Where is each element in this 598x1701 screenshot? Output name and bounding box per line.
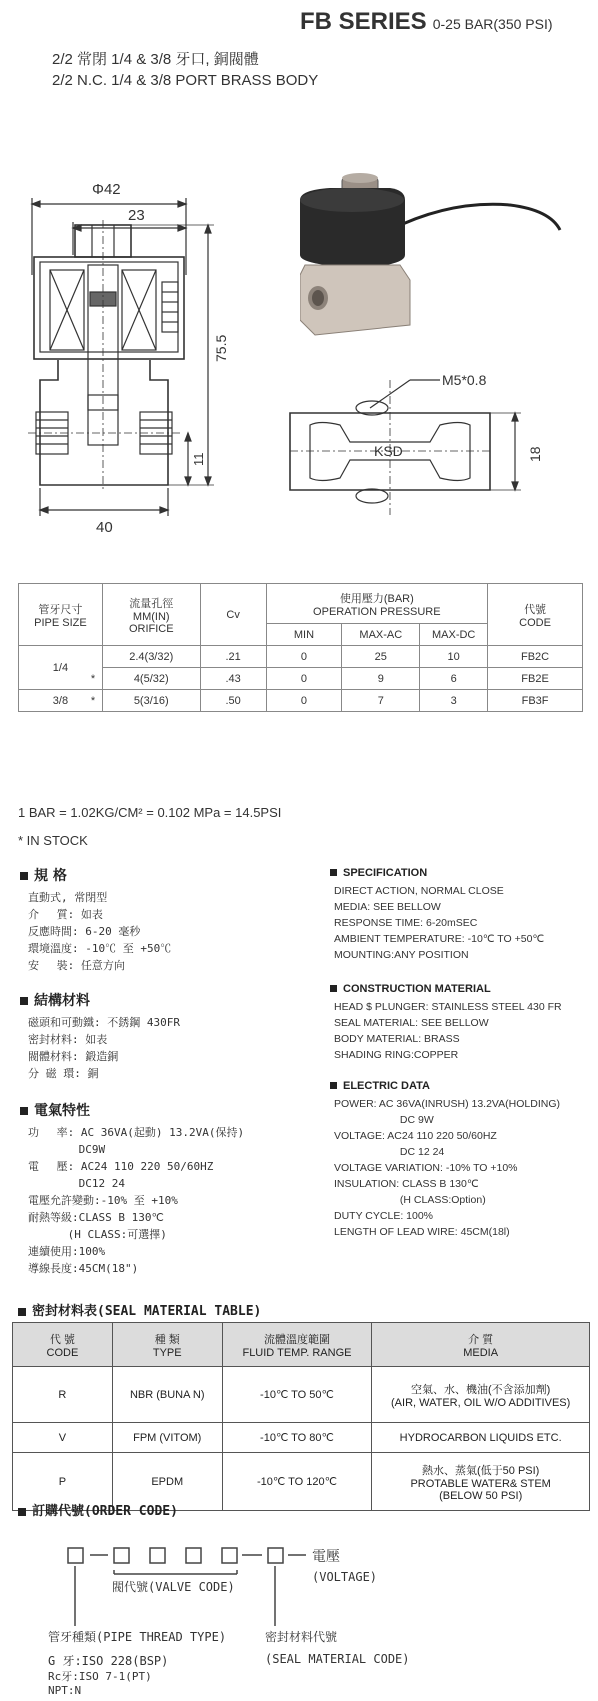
electric-cn-title: 電氣特性 bbox=[20, 1100, 320, 1120]
dim-11: 11 bbox=[191, 452, 206, 466]
seal-temp: -10℃ TO 120℃ bbox=[222, 1453, 372, 1511]
spec-en-line: AMBIENT TEMPERATURE: -10℃ TO +50℃ bbox=[334, 933, 545, 945]
subtitle-cn: 2/2 常閉 1/4 & 3/8 牙口, 銅閥體 bbox=[52, 51, 259, 68]
seal-hdr-type: 種 類 TYPE bbox=[112, 1323, 222, 1367]
cell-pipe: 3/8 bbox=[19, 690, 103, 712]
cell-pipe: 1/4 bbox=[19, 646, 103, 690]
hdr-min: MIN bbox=[266, 624, 342, 646]
subtitle-en: 2/2 N.C. 1/4 & 3/8 PORT BRASS BODY bbox=[52, 72, 319, 89]
cell-min: 0 bbox=[266, 690, 342, 712]
table-row bbox=[19, 668, 583, 690]
electric-cn-line: 電 壓: AC24 110 220 50/60HZ bbox=[28, 1160, 214, 1173]
seal-type: FPM (VITOM) bbox=[112, 1423, 222, 1453]
electric-cn-line: DC9W bbox=[28, 1143, 106, 1156]
spec-cn-line: 環境溫度: -10℃ 至 +50℃ bbox=[28, 942, 172, 955]
order-valve-code: 閥代號(VALVE CODE) bbox=[112, 1580, 235, 1594]
order-g-thread: G 牙:ISO 228(BSP) bbox=[48, 1654, 169, 1668]
seal-hdr-code: 代 號 CODE bbox=[13, 1323, 113, 1367]
dim-23: 23 bbox=[128, 207, 145, 224]
cell-code: FB3F bbox=[488, 690, 583, 712]
material-en-title: CONSTRUCTION MATERIAL bbox=[330, 983, 595, 995]
dim-18: 18 bbox=[527, 446, 543, 462]
electric-en-line: LENGTH OF LEAD WIRE: 45CM(18l) bbox=[334, 1226, 510, 1238]
spec-cn-title: 規 格 bbox=[20, 865, 320, 885]
square-bullet-icon bbox=[20, 1107, 28, 1115]
order-seal-code-cn: 密封材料代號 bbox=[265, 1630, 338, 1644]
square-bullet-icon bbox=[20, 872, 28, 880]
series-pressure: 0-25 BAR(350 PSI) bbox=[432, 16, 553, 32]
seal-media: HYDROCARBON LIQUIDS ETC. bbox=[372, 1423, 590, 1453]
spec-cn-section bbox=[20, 865, 320, 974]
electric-en-line: VOLTAGE VARIATION: -10% TO +10% bbox=[334, 1162, 518, 1174]
dim-phi42: Φ42 bbox=[92, 181, 121, 198]
material-en-line: SHADING RING:COPPER bbox=[334, 1049, 459, 1061]
series-title bbox=[300, 8, 553, 36]
series-name: FB SERIES bbox=[300, 8, 427, 35]
table-row bbox=[19, 646, 583, 668]
seal-code: V bbox=[13, 1423, 113, 1453]
seal-temp: -10℃ TO 50℃ bbox=[222, 1367, 372, 1423]
seal-hdr-media: 介 質 MEDIA bbox=[372, 1323, 590, 1367]
order-seal-code-en: (SEAL MATERIAL CODE) bbox=[265, 1652, 410, 1666]
dim-75-5: 75.5 bbox=[213, 334, 229, 362]
hdr-pressure: 使用壓力(BAR) OPERATION PRESSURE bbox=[266, 584, 488, 624]
stock-star: * bbox=[90, 672, 96, 685]
electric-cn-section bbox=[20, 1100, 320, 1277]
electric-cn-line: 導線長度:45CM(18") bbox=[28, 1262, 139, 1275]
order-pipe-type: 管牙種類(PIPE THREAD TYPE) bbox=[48, 1630, 227, 1644]
electric-en-line: INSULATION: CLASS B 130℃ bbox=[334, 1178, 479, 1190]
spec-en-section bbox=[330, 867, 590, 963]
electric-cn-line: 耐熱等級:CLASS B 130℃ bbox=[28, 1211, 164, 1224]
unit-conversion: 1 BAR = 1.02KG/CM² = 0.102 MPa = 14.5PSI bbox=[18, 805, 282, 820]
material-cn-line: 分 磁 環: 銅 bbox=[28, 1067, 99, 1080]
cell-cv: .43 bbox=[200, 668, 266, 690]
material-cn-section bbox=[20, 990, 320, 1082]
table-row bbox=[19, 690, 583, 712]
material-cn-line: 磁頭和可動鐵: 不銹鋼 430FR bbox=[28, 1016, 180, 1029]
spec-cn-line: 安 裝: 任意方向 bbox=[28, 959, 125, 972]
seal-code: R bbox=[13, 1367, 113, 1423]
seal-table bbox=[12, 1322, 590, 1511]
cell-code: FB2E bbox=[488, 668, 583, 690]
electric-cn-line: (H CLASS:可選擇) bbox=[28, 1228, 167, 1241]
order-rc-thread: Rc牙:ISO 7-1(PT) bbox=[48, 1670, 152, 1683]
cell-code: FB2C bbox=[488, 646, 583, 668]
cell-ac: 25 bbox=[342, 646, 420, 668]
order-voltage-cn: 電壓 bbox=[312, 1549, 340, 1565]
seal-media: 熱水、蒸氣(低于50 PSI) PROTABLE WATER& STEM (BELOW 50 PSI) bbox=[372, 1453, 590, 1511]
material-en-line: SEAL MATERIAL: SEE BELLOW bbox=[334, 1017, 489, 1029]
hdr-max-ac: MAX-AC bbox=[342, 624, 420, 646]
table-row bbox=[13, 1423, 590, 1453]
dim-m5: M5*0.8 bbox=[442, 372, 487, 388]
table-row bbox=[13, 1367, 590, 1423]
electric-en-line: (H CLASS:Option) bbox=[334, 1194, 486, 1206]
seal-type: NBR (BUNA N) bbox=[112, 1367, 222, 1423]
bottom-brand: KSD bbox=[374, 443, 403, 459]
material-en-line: BODY MATERIAL: BRASS bbox=[334, 1033, 460, 1045]
electric-cn-line: 功 率: AC 36VA(起動) 13.2VA(保持) bbox=[28, 1126, 245, 1139]
electric-en-line: DC 12 24 bbox=[334, 1146, 445, 1158]
spec-cn-line: 介 質: 如表 bbox=[28, 908, 103, 921]
square-bullet-icon bbox=[18, 1308, 26, 1316]
spec-cn-line: 直動式, 常閉型 bbox=[28, 891, 108, 904]
stock-star: * bbox=[90, 694, 96, 707]
material-cn-title: 結構材料 bbox=[20, 990, 320, 1010]
seal-code: P bbox=[13, 1453, 113, 1511]
seal-type: EPDM bbox=[112, 1453, 222, 1511]
spec-en-title: SPECIFICATION bbox=[330, 867, 590, 879]
spec-table bbox=[18, 583, 583, 712]
cell-min: 0 bbox=[266, 646, 342, 668]
electric-en-line: POWER: AC 36VA(INRUSH) 13.2VA(HOLDING) bbox=[334, 1098, 560, 1110]
cell-orifice: 2.4(3/32) bbox=[102, 646, 200, 668]
square-bullet-icon bbox=[18, 1508, 26, 1516]
electric-en-line: VOLTAGE: AC24 110 220 50/60HZ bbox=[334, 1130, 497, 1142]
material-cn-line: 閥體材料: 鍛造銅 bbox=[28, 1050, 119, 1063]
in-stock-note: * IN STOCK bbox=[18, 833, 88, 848]
spec-en-line: RESPONSE TIME: 6-20mSEC bbox=[334, 917, 478, 929]
electric-cn-line: 連續使用:100% bbox=[28, 1245, 106, 1258]
dim-40: 40 bbox=[96, 519, 113, 536]
electric-en-line: DUTY CYCLE: 100% bbox=[334, 1210, 434, 1222]
order-voltage-en: (VOLTAGE) bbox=[312, 1570, 378, 1584]
seal-table-title: 密封材料表(SEAL MATERIAL TABLE) bbox=[18, 1300, 261, 1319]
cell-dc: 10 bbox=[420, 646, 488, 668]
cell-ac: 9 bbox=[342, 668, 420, 690]
material-en-section bbox=[330, 983, 595, 1063]
square-bullet-icon bbox=[20, 997, 28, 1005]
cell-min: 0 bbox=[266, 668, 342, 690]
material-en-line: HEAD $ PLUNGER: STAINLESS STEEL 430 FR bbox=[334, 1001, 562, 1013]
material-cn-line: 密封材料: 如表 bbox=[28, 1033, 108, 1046]
cell-dc: 6 bbox=[420, 668, 488, 690]
seal-temp: -10℃ TO 80℃ bbox=[222, 1423, 372, 1453]
seal-media: 空氣、水、機油(不含添加劑) (AIR, WATER, OIL W/O ADDITIVES) bbox=[372, 1367, 590, 1423]
cell-orifice: * 5(3/16) bbox=[102, 690, 200, 712]
cell-dc: 3 bbox=[420, 690, 488, 712]
electric-en-title: ELECTRIC DATA bbox=[330, 1080, 595, 1092]
spec-en-line: DIRECT ACTION, NORMAL CLOSE bbox=[334, 885, 504, 897]
spec-en-line: MEDIA: SEE BELLOW bbox=[334, 901, 441, 913]
seal-hdr-temp: 流體溫度範圍 FLUID TEMP. RANGE bbox=[222, 1323, 372, 1367]
electric-cn-line: 電壓允許變動:-10% 至 +10% bbox=[28, 1194, 178, 1207]
order-code-title: 訂購代號(ORDER CODE) bbox=[18, 1500, 178, 1519]
electric-cn-line: DC12 24 bbox=[28, 1177, 125, 1190]
hdr-cv: Cv bbox=[200, 584, 266, 646]
cell-ac: 7 bbox=[342, 690, 420, 712]
valve-photo bbox=[300, 160, 570, 350]
electric-en-line: DC 9W bbox=[334, 1114, 434, 1126]
hdr-code: 代號 CODE bbox=[488, 584, 583, 646]
cell-cv: .21 bbox=[200, 646, 266, 668]
spec-cn-line: 反應時間: 6-20 毫秒 bbox=[28, 925, 141, 938]
cell-orifice: * 4(5/32) bbox=[102, 668, 200, 690]
hdr-orifice: 流量孔徑 MM(IN) ORIFICE bbox=[102, 584, 200, 646]
order-npt-thread: NPT:N bbox=[48, 1684, 82, 1697]
hdr-max-dc: MAX-DC bbox=[420, 624, 488, 646]
cell-cv: .50 bbox=[200, 690, 266, 712]
electric-en-section bbox=[330, 1080, 595, 1240]
hdr-pipe-size: 管牙尺寸 PIPE SIZE bbox=[19, 584, 103, 646]
spec-en-line: MOUNTING:ANY POSITION bbox=[334, 949, 469, 961]
